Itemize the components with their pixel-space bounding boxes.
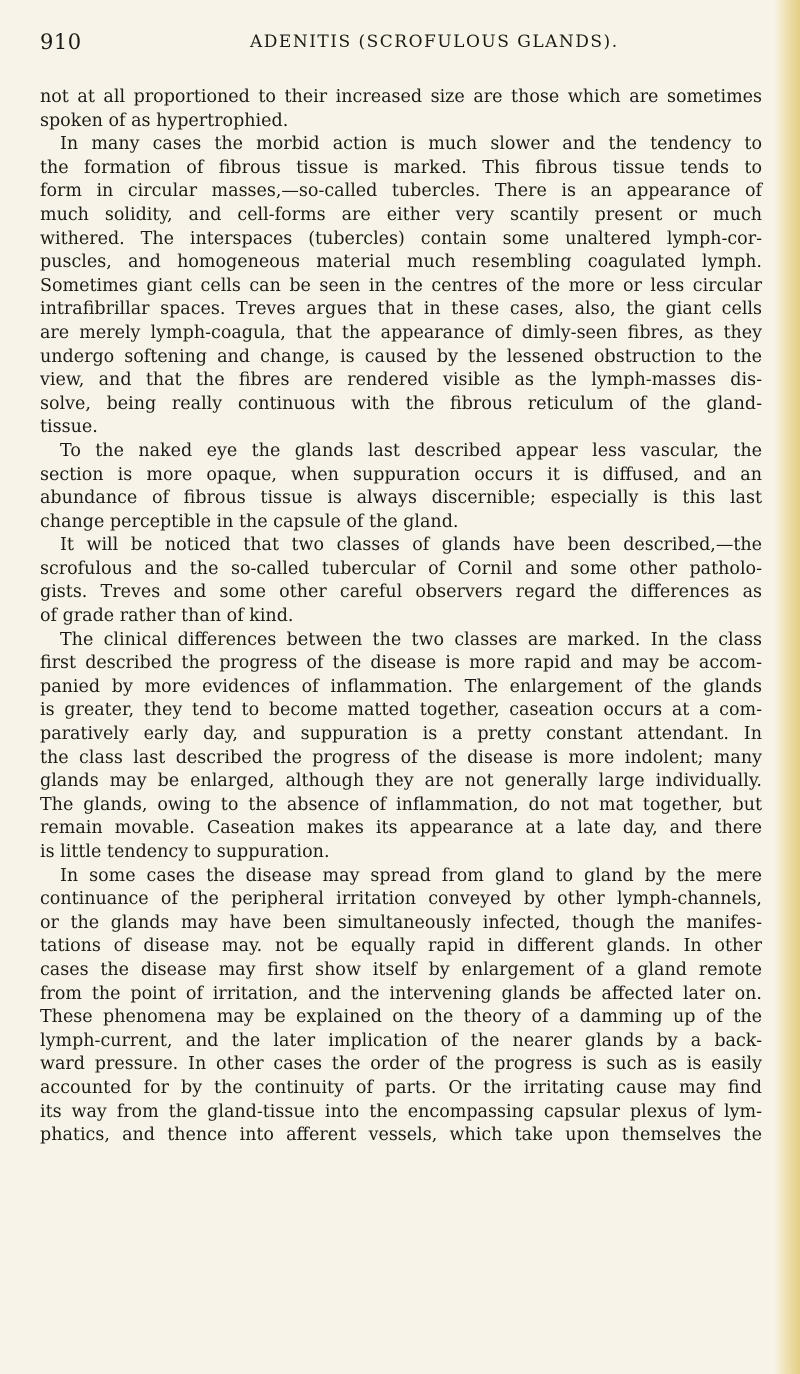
text-line: not at all proportioned to their increased size are those which are sometimes <box>40 87 762 107</box>
text-line: lymph-current, and the later implication of the nearer glands by a back- <box>40 1030 762 1051</box>
text-line: Sometimes giant cells can be seen in the centres of the more or less circular <box>40 275 762 296</box>
text-line: puscles, and homogeneous material much resembling coagulated lymph. <box>40 252 762 273</box>
body-text <box>40 86 762 1148</box>
text-line: of grade rather than of kind. <box>40 606 294 627</box>
text-line: To the naked eye the glands last described appear less vascular, the <box>60 440 762 461</box>
page-edge-shadow <box>774 0 800 1374</box>
text-line: its way from the gland-tissue into the encompassing capsular plexus of lym- <box>40 1101 762 1122</box>
text-line: In some cases the disease may spread from gland to gland by the mere <box>60 865 762 886</box>
text-line: glands may be enlarged, although they are not generally large individually. <box>40 771 762 792</box>
text-line: is greater, they tend to become matted together, caseation occurs at a com- <box>40 700 762 721</box>
text-line: phatics, and thence into afferent vessels, which take upon themselves the <box>40 1125 762 1146</box>
running-head: ADENITIS (SCROFULOUS GLANDS). <box>250 32 619 52</box>
text-line: section is more opaque, when suppuration occurs it is diffused, and an <box>40 464 762 485</box>
text-line: gists. Treves and some other careful observers regard the differences as <box>40 582 762 603</box>
text-line: spoken of as hypertrophied. <box>40 110 289 131</box>
text-line: intrafibrillar spaces. Treves argues that in these cases, also, the giant cells <box>40 299 762 320</box>
text-line: The clinical differences between the two classes are marked. In the class <box>60 629 762 650</box>
text-line: It will be noticed that two classes of glands have been described,—the <box>60 535 762 556</box>
text-line: are merely lymph-coagula, that the appearance of dimly-seen fibres, as they <box>40 322 762 343</box>
text-line: cases the disease may first show itself by enlargement of a gland remote <box>40 959 762 980</box>
text-line: or the glands may have been simultaneously infected, though the manifes- <box>40 912 762 933</box>
text-line: In many cases the morbid action is much slower and the tendency to <box>60 134 762 155</box>
text-line: undergo softening and change, is caused by the lessened obstruction to the <box>40 346 762 367</box>
text-line: tissue. <box>40 417 98 438</box>
text-line: These phenomena may be explained on the theory of a damming up of the <box>40 1007 762 1028</box>
text-line: withered. The interspaces (tubercles) contain some unaltered lymph-cor- <box>40 228 762 249</box>
text-line: from the point of irritation, and the intervening glands be affected later on. <box>40 983 762 1004</box>
text-line: solve, being really continuous with the fibrous reticulum of the gland- <box>40 393 762 414</box>
text-line: the formation of fibrous tissue is marked. This fibrous tissue tends to <box>40 157 762 178</box>
text-line: much solidity, and cell-forms are either very scantily present or much <box>40 204 762 225</box>
text-line: accounted for by the continuity of parts. Or the irritating cause may find <box>40 1077 762 1098</box>
text-line: view, and that the fibres are rendered visible as the lymph-masses dis- <box>40 370 762 391</box>
text-line: continuance of the peripheral irritation conveyed by other lymph-channels, <box>40 889 762 910</box>
text-line: change perceptible in the capsule of the gland. <box>40 511 459 532</box>
text-line: abundance of fibrous tissue is always discernible; especially is this last <box>40 488 762 509</box>
text-line: form in circular masses,—so-called tubercles. There is an appearance of <box>40 181 762 202</box>
text-line: ward pressure. In other cases the order of the progress is such as is easily <box>40 1054 762 1075</box>
text-line: paratively early day, and suppuration is a pretty constant attendant. In <box>40 724 762 745</box>
text-line: tations of disease may. not be equally rapid in different glands. In other <box>40 936 762 957</box>
text-line: remain movable. Caseation makes its appearance at a late day, and there <box>40 818 762 839</box>
text-line: scrofulous and the so-called tubercular of Cornil and some other patholo- <box>40 558 762 579</box>
text-line: panied by more evidences of inflammation. The enlargement of the glands <box>40 676 762 697</box>
text-line: the class last described the progress of the disease is more indolent; many <box>40 747 762 768</box>
page-header <box>40 30 762 60</box>
text-line: The glands, owing to the absence of inflammation, do not mat together, but <box>40 794 762 815</box>
page-number: 910 <box>40 30 82 54</box>
text-line: is little tendency to suppuration. <box>40 842 330 862</box>
text-line: first described the progress of the disease is more rapid and may be accom- <box>40 653 762 674</box>
